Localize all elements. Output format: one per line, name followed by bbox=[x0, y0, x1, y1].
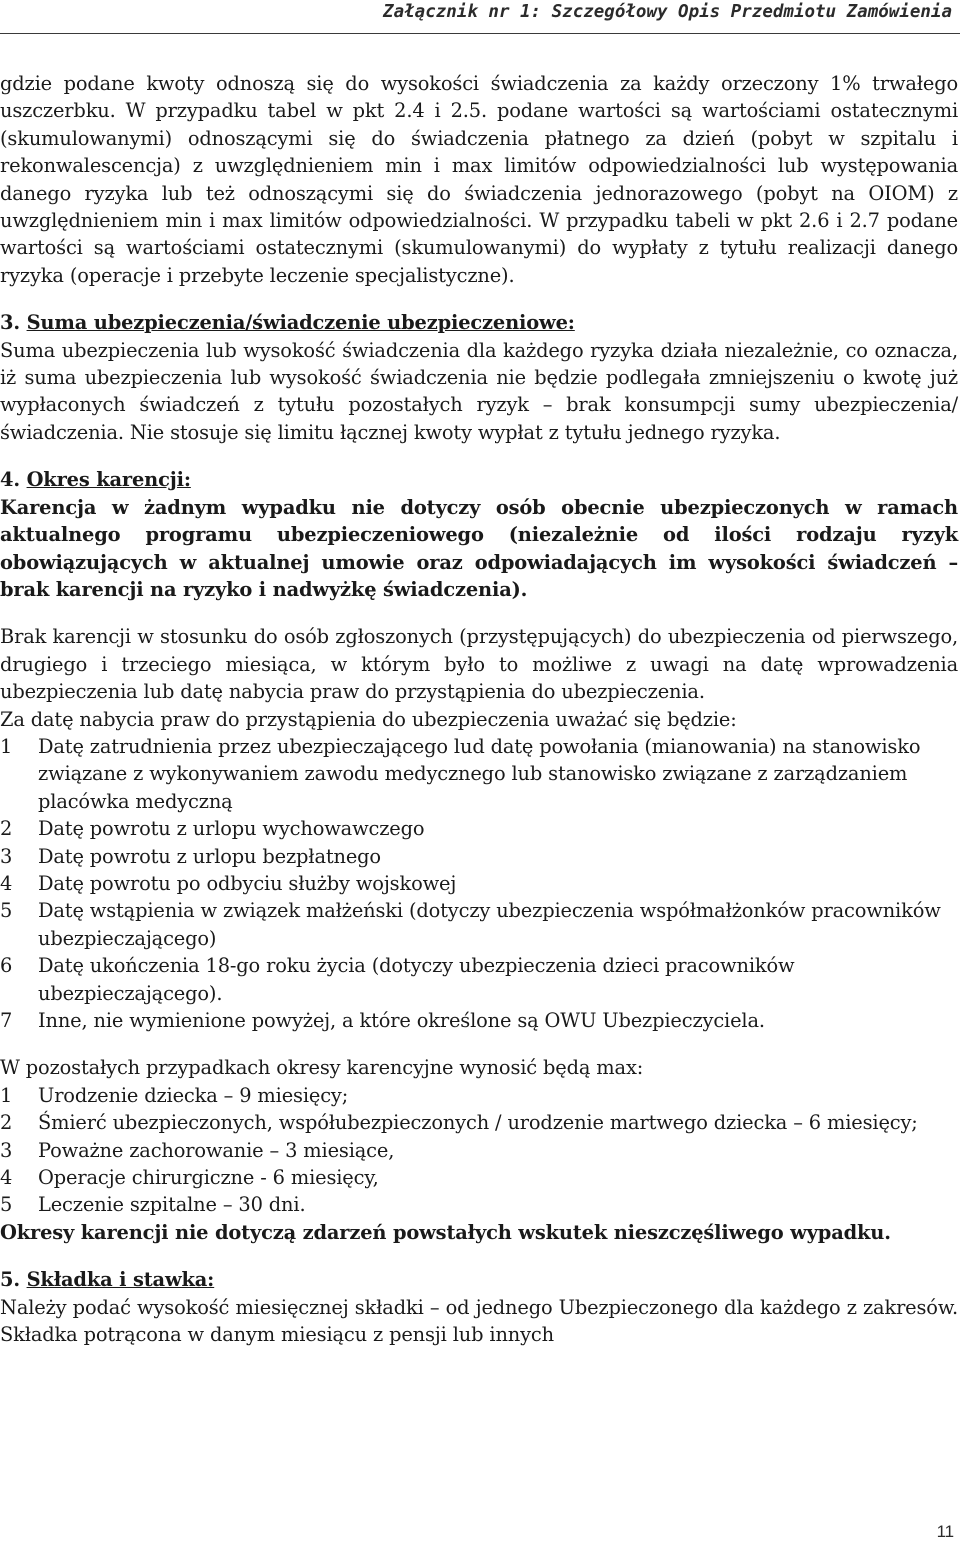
list-item-number: 5 bbox=[0, 899, 13, 923]
acquisition-date-list bbox=[0, 733, 958, 1034]
list-item-text: Datę ukończenia 18-go roku życia (dotyczy ubezpieczenia dzieci pracowników ubezpieczającego). bbox=[38, 954, 795, 1005]
page-content bbox=[0, 70, 958, 1348]
section-5-heading bbox=[0, 1266, 958, 1293]
section-3-title: Suma ubezpieczenia/świadczenie ubezpieczeniowe: bbox=[26, 311, 575, 335]
section-4-title: Okres karencji: bbox=[26, 468, 191, 492]
list-item-text: Urodzenie dziecka – 9 miesięcy; bbox=[38, 1083, 349, 1107]
list-item-text: Poważne zachorowanie – 3 miesiące, bbox=[38, 1138, 395, 1162]
section-4-bold-paragraph: Karencja w żadnym wypadku nie dotyczy osób obecnie ubezpieczonych w ramach aktualnego programu ubezpieczeniowego (niezależnie od ilości rodzaju ryzyk obowiązujących w aktualnej umowie oraz odpowiadających im wysokości świadczeń – brak karencji na ryzyko i nadwyżkę świadczenia). bbox=[0, 495, 958, 601]
list-item bbox=[0, 815, 958, 842]
waiting-period-list bbox=[0, 1082, 958, 1219]
section-5-paragraph: Należy podać wysokość miesięcznej składki – od jednego Ubezpieczonego dla każdego z zakresów. Składka potrącona w danym miesiącu z pensji lub innych bbox=[0, 1295, 958, 1347]
list-item-text: Datę zatrudnienia przez ubezpieczającego lud datę powołania (mianowania) na stanowisko związane z wykonywaniem zawodu medycznego lub stanowisko związane z zarządzaniem placówka medyczną bbox=[38, 734, 921, 813]
intro-paragraph: gdzie podane kwoty odnoszą się do wysokości świadczenia za każdy orzeczony 1% trwałego uszczerbku. W przypadku tabel w pkt 2.4 i 2.5. podane wartości są wartościami ostatecznymi (skumulowanymi) odnoszącymi się do świadczenia płatnego za dzień (pobyt w szpitalu i rekonwalescencja) z uwzględnieniem min i max limitów odpowiedzialności lub występowania danego ryzyka lub też odnoszącymi się do świadczenia jednorazowego (pobyt na OIOM) z uwzględnieniem min i max limitów odpowiedzialności. W przypadku tabeli w pkt 2.6 i 2.7 podane wartości są wartościami ostatecznymi (skumulowanymi) do wypłaty z tytułu realizacji danego ryzyka (operacje i przebyte leczenie specjalistyczne). bbox=[0, 72, 958, 287]
list-item bbox=[0, 1191, 958, 1218]
header-divider bbox=[0, 33, 960, 34]
section-3-heading bbox=[0, 309, 958, 336]
list-item-number: 5 bbox=[0, 1193, 13, 1217]
list-item bbox=[0, 1164, 958, 1191]
list-item-number: 1 bbox=[0, 734, 13, 758]
list-item-number: 3 bbox=[0, 1138, 13, 1162]
list-item bbox=[0, 870, 958, 897]
section-3-paragraph: Suma ubezpieczenia lub wysokość świadczenia dla każdego ryzyka działa niezależnie, co oznacza, iż suma ubezpieczenia lub wysokość świadczenia nie będzie podlegała zmniejszeniu o kwotę już wypłaconych świadczeń z tytułu pozostałych ryzyk – brak konsumpcji sumy ubezpieczenia/świadczenia. Nie stosuje się limitu łącznej kwoty wypłat z tytułu jednego ryzyka. bbox=[0, 338, 958, 444]
page-header: Załącznik nr 1: Szczegółowy Opis Przedmiotu Zamówienia bbox=[383, 2, 952, 22]
section-3-number: 3. bbox=[0, 311, 20, 335]
section-4-number: 4. bbox=[0, 468, 20, 492]
list-item-text: Operacje chirurgiczne - 6 miesięcy, bbox=[38, 1166, 379, 1190]
section-4-heading bbox=[0, 466, 958, 493]
list-item-number: 2 bbox=[0, 1111, 13, 1135]
list-1-intro: Za datę nabycia praw do przystąpienia do ubezpieczenia uważać się będzie: bbox=[0, 707, 737, 731]
list-item-number: 2 bbox=[0, 817, 13, 841]
list-item-number: 7 bbox=[0, 1009, 13, 1032]
list-item-number: 4 bbox=[0, 1166, 13, 1190]
list-item-number: 3 bbox=[0, 844, 13, 868]
section-4-paragraph: Brak karencji w stosunku do osób zgłoszonych (przystępujących) do ubezpieczenia od pierwszego, drugiego i trzeciego miesiąca, w którym było to możliwe z uwagi na datę wprowadzenia ubezpieczenia lub datę nabycia praw do przystąpienia do ubezpieczenia. bbox=[0, 625, 958, 704]
list-item bbox=[0, 733, 958, 815]
list-item-text: Inne, nie wymienione powyżej, a które określone są OWU Ubezpieczyciela. bbox=[38, 1009, 765, 1032]
list-item bbox=[0, 1007, 958, 1034]
list-item-text: Śmierć ubezpieczonych, współubezpieczonych / urodzenie martwego dziecka – 6 miesięcy; bbox=[38, 1111, 918, 1135]
list-2-intro: W pozostałych przypadkach okresy karencyjne wynosić będą max: bbox=[0, 1056, 644, 1080]
list-item bbox=[0, 1137, 958, 1164]
section-4-closing-note: Okresy karencji nie dotyczą zdarzeń powstałych wskutek nieszczęśliwego wypadku. bbox=[0, 1220, 891, 1244]
list-item-number: 6 bbox=[0, 954, 13, 978]
list-item-number: 4 bbox=[0, 871, 13, 895]
list-item bbox=[0, 1109, 958, 1136]
list-item-text: Datę wstąpienia w związek małżeński (dotyczy ubezpieczenia współmałżonków pracowników ubezpieczającego) bbox=[38, 899, 941, 950]
list-item bbox=[0, 897, 958, 952]
section-5-title: Składka i stawka: bbox=[26, 1268, 215, 1292]
list-item bbox=[0, 952, 958, 1007]
list-item-text: Leczenie szpitalne – 30 dni. bbox=[38, 1193, 306, 1217]
list-item bbox=[0, 1082, 958, 1109]
section-5-number: 5. bbox=[0, 1268, 20, 1292]
list-item-text: Datę powrotu z urlopu bezpłatnego bbox=[38, 844, 381, 868]
list-item-text: Datę powrotu z urlopu wychowawczego bbox=[38, 817, 425, 841]
list-item bbox=[0, 843, 958, 870]
page-number: 11 bbox=[936, 1522, 954, 1541]
list-item-text: Datę powrotu po odbyciu służby wojskowej bbox=[38, 871, 457, 895]
list-item-number: 1 bbox=[0, 1083, 13, 1107]
